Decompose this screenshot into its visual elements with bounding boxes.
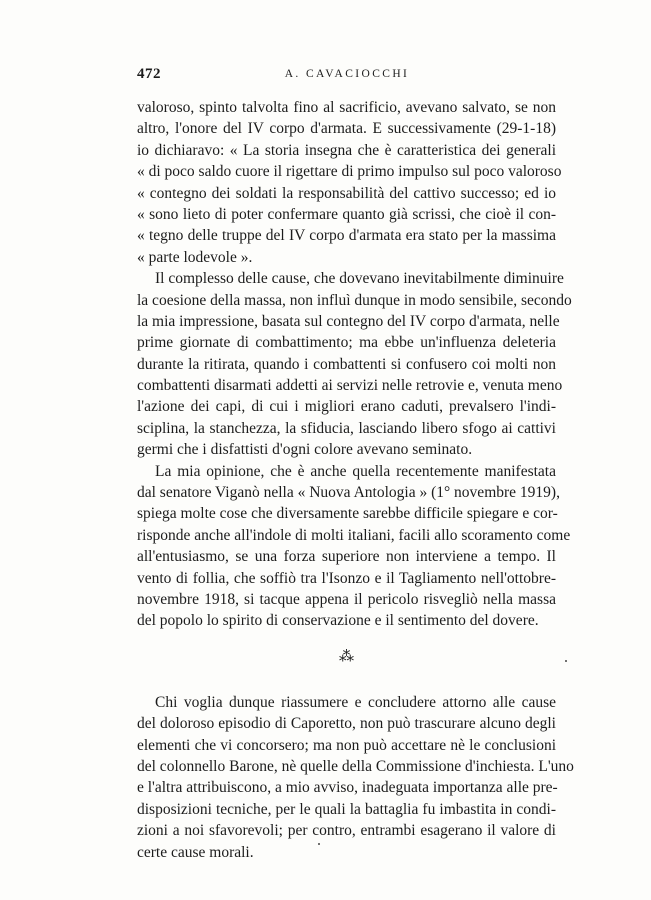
text-line: Chi voglia dunque riassumere e concludere attorno alle cause	[155, 693, 556, 711]
text-line: altro, l'onore del IV corpo d'armata. E successivamente (29-1-18)	[137, 120, 556, 138]
text-line: La mia opinione, che è anche quella recentemente manifestata	[155, 462, 556, 480]
text-line: valoroso, spinto talvolta fino al sacrificio, avevano salvato, se non	[137, 99, 556, 116]
text-line: vento di follia, che soffiò tra l'Isonzo e il Tagliamento nell'ottobre-	[137, 569, 556, 587]
text-line: certe cause morali.	[137, 843, 254, 861]
text-line: Il complesso delle cause, che dovevano inevitabilmente diminuire	[155, 270, 564, 288]
text-line: novembre 1918, si tacque appena il pericolo risvegliò nella massa	[137, 590, 556, 608]
text-line: disposizioni tecniche, per le quali la battaglia fu imbastita in condi-	[137, 800, 556, 818]
asterism-glyph: ⁂	[339, 648, 354, 665]
paragraph-4	[137, 692, 574, 863]
text-line: risponde anche all'indole di molti italiani, facili allo scoramento come	[137, 526, 571, 544]
body-text	[137, 97, 574, 863]
text-line: io dichiaravo: « La storia insegna che è caratteristica dei generali	[137, 141, 556, 159]
text-line: « contegno dei soldati la responsabilità del cattivo successo; ed io	[137, 184, 556, 202]
text-line: combattenti disarmati addetti ai servizi nelle retrovie e, venuta meno	[137, 377, 563, 395]
text-line: « sono lieto di poter confermare quanto già scrissi, che cioè il con-	[137, 205, 556, 223]
section-break-asterism	[137, 632, 556, 692]
text-line: dal senatore Viganò nella « Nuova Antologia » (1° novembre 1919),	[137, 484, 560, 502]
paragraph-1	[137, 97, 562, 268]
text-line: la coesione della massa, non influì dunque in modo sensibile, secondo	[137, 291, 572, 309]
text-line: del doloroso episodio di Caporetto, non può trascurare alcuno degli	[137, 715, 556, 733]
text-line: del popolo lo spirito di conservazione e il sentimento del dovere.	[137, 612, 539, 630]
text-line: spiega molte cose che diversamente sarebbe difficile spiegare e cor-	[137, 505, 558, 523]
text-line: elementi che vi concorsero; ma non può accettare nè le conclusioni	[137, 736, 556, 754]
text-line: zioni a noi sfavorevoli; per contro, entrambi esagerano il valore di	[137, 822, 556, 840]
paragraph-3	[137, 461, 571, 632]
text-line: prime giornate di combattimento; ma ebbe un'influenza deleteria	[137, 334, 556, 352]
text-line: sciplina, la stanchezza, la sfiducia, lasciando libero sfogo ai cattivi	[137, 419, 556, 437]
text-line: del colonnello Barone, nè quelle della Commissione d'inchiesta. L'uno	[137, 757, 574, 775]
text-line: germi che i disfattisti d'ogni colore avevano seminato.	[137, 441, 473, 459]
scan-speck	[318, 843, 320, 845]
text-line: « parte lodevole ».	[137, 248, 253, 266]
text-line: e l'altra attribuiscono, a mio avviso, inadeguata importanza alle pre-	[137, 779, 558, 797]
page-header	[137, 66, 557, 86]
paragraph-2	[137, 268, 572, 461]
text-line: « di poco saldo cuore il rigettare di primo impulso sul poco valoroso	[137, 163, 562, 181]
text-line: « tegno delle truppe del IV corpo d'armata era stato per la massima	[137, 227, 556, 245]
scan-speck	[565, 660, 567, 662]
running-head: A. CAVACIOCCHI	[284, 68, 410, 80]
page-number: 472	[137, 66, 161, 82]
text-line: la mia impressione, basata sul contegno del IV corpo d'armata, nelle	[137, 312, 560, 330]
text-line: durante la ritirata, quando i combattenti si confusero coi molti non	[137, 355, 556, 373]
text-line: l'azione dei capi, di cui i migliori erano caduti, prevalsero l'indi-	[137, 398, 556, 416]
text-line: all'entusiasmo, se una forza superiore non interviene a tempo. Il	[137, 548, 556, 566]
